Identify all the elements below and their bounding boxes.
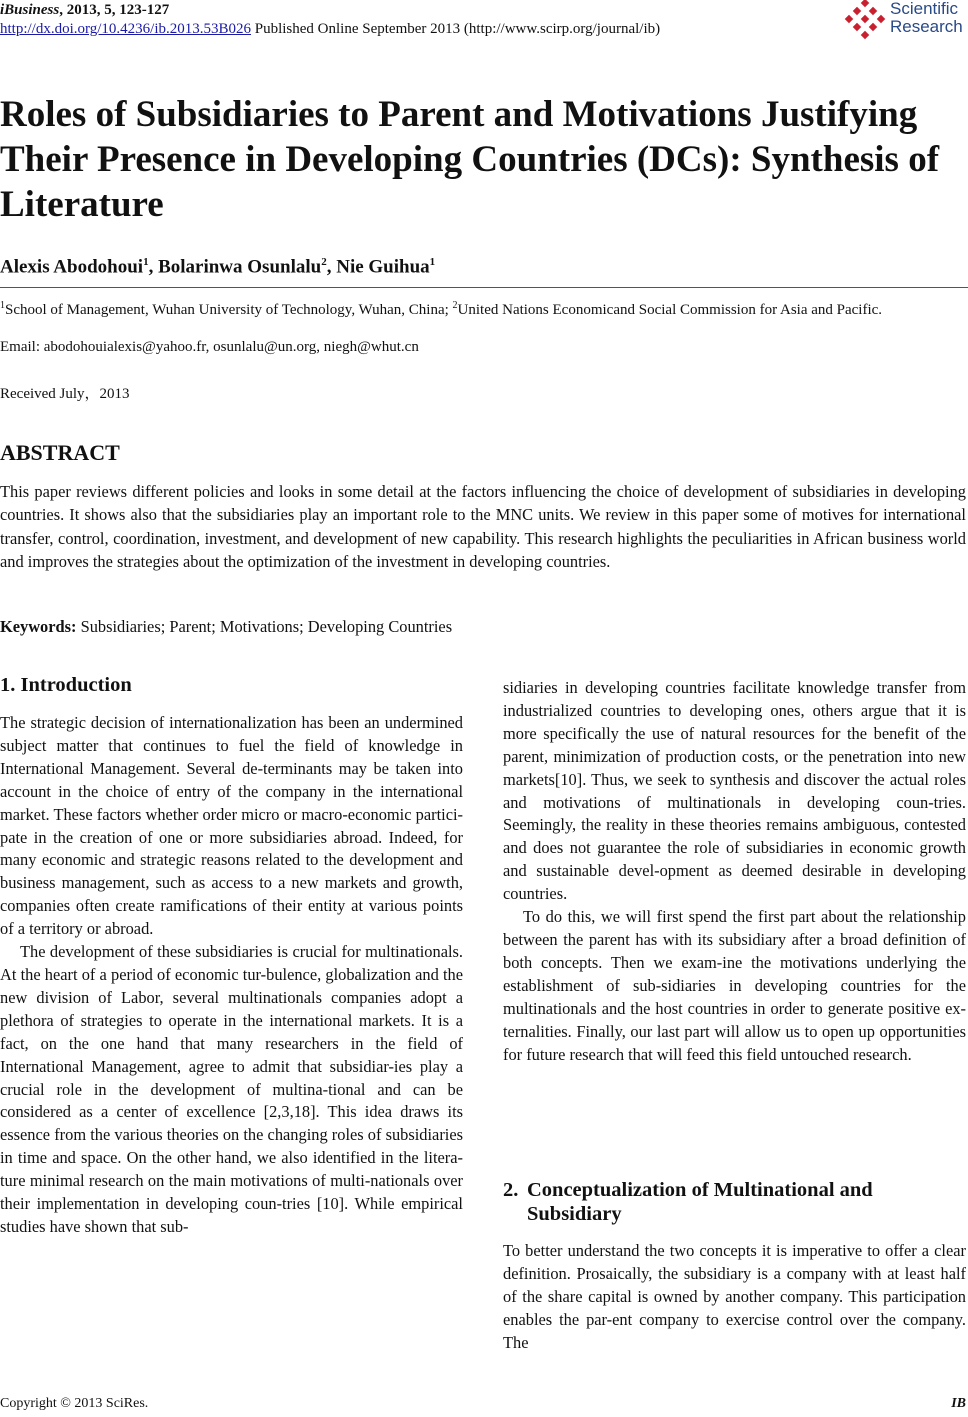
affiliations: [0, 296, 966, 320]
logo-line1: Scientific: [890, 0, 959, 18]
affil-text-2: United Nations Economicand Social Commission for Asia and Pacific.: [457, 302, 883, 318]
keywords-text: Subsidiaries; Parent; Motivations; Developing Countries: [76, 617, 453, 636]
section-heading-conceptualization: [503, 1178, 966, 1226]
affil-sup-2: 2: [452, 300, 458, 311]
affil-text-1: School of Management, Wuhan University of Technology, Wuhan, China;: [5, 302, 453, 318]
keywords: [0, 617, 452, 637]
author-list: [0, 256, 435, 278]
author-name: Nie Guihua: [336, 256, 430, 278]
logo-line2: Research: [890, 17, 963, 36]
keywords-label: Keywords:: [0, 617, 77, 636]
right-column-section2: [503, 1240, 966, 1355]
body-paragraph: To do this, we will first spend the first part about the relationship between the parent has with its subsidiary after a broad definition of both concepts. Then we exam-ine the motivations underlying the establishment of sub-sidiaries in developing countries for the multinationals and the host countries in order to generate positive ex-ternalities. Finally, our last part will allow us to open up opportunities for future research that will feed this field untouched research.: [503, 907, 966, 1064]
author-name: Alexis Abodohoui: [0, 256, 144, 278]
author-affil-sup: 2: [321, 256, 327, 268]
author-sep: ,: [326, 256, 337, 278]
footer-copyright: Copyright © 2013 SciRes.: [0, 1396, 149, 1411]
body-paragraph: The development of these subsidiaries is crucial for multinationals. At the heart of a period of economic tur-bulence, globalization and the new division of Labor, several multinationals companies adopt a plethora of strategies to operate in the international markets. It is a fact, on the one hand that many researchers in the field of International Management, agree to admit that subsidiar-ies play a crucial role in the development of multina-tional and can be considered as a center of excellence [2,3,18]. This idea draws its essence from the various theories on the changing roles of subsidiaries in time and space. On the other hand, we also identified in the litera-ture minimal research on the main motivations of multi-nationals over their implementation in developing coun-tries [10]. While empirical studies have shown that sub-: [0, 942, 463, 1236]
author-sep: ,: [148, 256, 159, 278]
abstract-heading: ABSTRACT: [0, 440, 120, 465]
doi-line: [0, 21, 660, 38]
author-affil-sup: 1: [429, 256, 436, 268]
body-paragraph: To better understand the two concepts it is imperative to offer a clear definition. Prosaically, the subsidiary is a company with at least half of the share capital is owned by another company. This participation enables the par-ent company to exercise control over the company. The: [503, 1241, 966, 1352]
header-divider: [0, 287, 968, 288]
publisher-logo: [844, 0, 966, 44]
journal-name: iBusiness: [0, 2, 60, 18]
journal-citation: [0, 2, 169, 19]
logo-mark-icon: [844, 0, 888, 40]
section-heading-line1: Conceptualization of Multinational and: [527, 1179, 873, 1201]
affil-sup-1: 1: [0, 300, 5, 311]
footer-journal-abbr: IB: [951, 1396, 966, 1411]
published-text: Published Online September 2013 (http://www.scirp.org/journal/ib): [251, 21, 661, 37]
body-paragraph: The strategic decision of internationalization has been an undermined subject matter that continues to fuel the field of knowledge in International Management. Several de-terminants may be taken into account in the choice of entry of the company in the international market. These factors whether order micro or macro-economic partici-pate in the creation of one or more subsidiaries abroad. Indeed, for many economic and strategic reasons related to the development and business management, such as access to a new markets and growth, companies often create ramifications of their entity at various points of a territory or abroad.: [0, 713, 463, 939]
abstract-text: This paper reviews different policies and looks in some detail at the factors influencing the choice of development of subsidiaries in developing countries. It shows also that the subsidiaries play an important role to the MNC units. We review in this paper some of motives for international transfer, control, coordination, investment, and development of new capability. This research highlights the peculiarities in African business world and improves the strategies about the optimization of the investment in developing countries.: [0, 482, 966, 572]
body-paragraph: sidiaries in developing countries facilitate knowledge transfer from industrialized countries to developing ones, others argue that it is more specifically the use of natural resources for the benefit of the parent, minimization of production costs, or the penetration into new markets[10]. Thus, we seek to synthesis and discover the actual roles and motivations of multinationals in developing coun-tries. Seemingly, the reality in these theories remains ambiguous, contested and does not guarantee the role of subsidiaries in economic growth and sustainable devel-opment as deemed desirable in developing countries.: [503, 678, 966, 904]
section-number: 2.: [503, 1179, 519, 1201]
left-column: [0, 712, 463, 1239]
author-name: Bolarinwa Osunlalu: [158, 256, 322, 278]
author-emails: Email: abodohouialexis@yahoo.fr, osunlalu@un.org, niegh@whut.cn: [0, 339, 419, 355]
doi-link[interactable]: http://dx.doi.org/10.4236/ib.2013.53B026: [0, 21, 251, 37]
section-heading-line2: Subsidiary: [527, 1203, 622, 1225]
journal-issue: , 2013, 5, 123-127: [59, 2, 170, 18]
section-heading-introduction: 1. Introduction: [0, 674, 132, 696]
paper-title: Roles of Subsidiaries to Parent and Motivations Justifying Their Presence in Developing Countries (DCs): Synthesis of Literature: [0, 94, 940, 225]
right-column: [503, 677, 966, 1066]
author-affil-sup: 1: [143, 256, 149, 268]
logo-text: [890, 0, 963, 36]
received-date: Received July，2013: [0, 386, 130, 402]
